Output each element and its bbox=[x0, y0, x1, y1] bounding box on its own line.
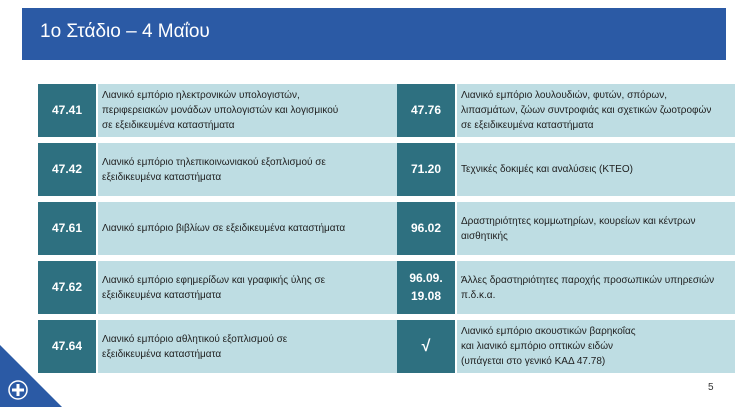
activity-code: 47.42 bbox=[38, 143, 96, 196]
activity-description-text: Λιανικό εμπόριο αθλητικού εξοπλισμού σε εξειδικευμένα καταστήματα bbox=[102, 333, 288, 360]
activity-description bbox=[98, 202, 407, 255]
activity-description bbox=[98, 143, 407, 196]
activity-description-text: Λιανικό εμπόριο ηλεκτρονικών υπολογιστών, περιφερειακών μονάδων υπολογιστών και λογισμικού σε εξειδικευμένα καταστήματα bbox=[102, 90, 339, 131]
activity-code: 71.20 bbox=[397, 143, 455, 196]
activity-description-text: Λιανικό εμπόριο βιβλίων σε εξειδικευμένα καταστήματα bbox=[102, 223, 346, 234]
activity-description bbox=[457, 202, 735, 255]
activity-code: 47.61 bbox=[38, 202, 96, 255]
checkmark-icon: √ bbox=[397, 320, 455, 373]
activity-description-text: Άλλες δραστηριότητες παροχής προσωπικών υπηρεσιών π.δ.κ.α. bbox=[461, 274, 715, 301]
activity-code: 96.09. 19.08 bbox=[397, 261, 455, 314]
activity-description bbox=[98, 261, 407, 314]
activity-code: 47.64 bbox=[38, 320, 96, 373]
slide-header bbox=[22, 8, 726, 60]
activity-description-text: Λιανικό εμπόριο λουλουδιών, φυτών, σπόρων, λιπασμάτων, ζώων συντροφιάς και σχετικών ζωοτροφών σε εξειδικευμένα καταστήματα bbox=[461, 90, 712, 131]
activity-description-text: Λιανικό εμπόριο ακουστικών βαρηκοΐας και λιανικό εμπόριο οπτικών ειδών (υπάγεται στο γενικό ΚΑΔ 47.78) bbox=[461, 326, 636, 367]
activity-code: 47.41 bbox=[38, 84, 96, 137]
activity-description bbox=[457, 84, 735, 137]
activity-code: 47.62 bbox=[38, 261, 96, 314]
activity-description bbox=[457, 143, 735, 196]
activity-description bbox=[457, 320, 735, 373]
activity-code: 96.02 bbox=[397, 202, 455, 255]
activity-description-text: Λιανικό εμπόριο τηλεπικοινωνιακού εξοπλισμού σε εξειδικευμένα καταστήματα bbox=[102, 156, 326, 183]
greek-emblem-icon bbox=[0, 345, 62, 407]
activity-description-text: Δραστηριότητες κομμωτηρίων, κουρείων και κέντρων αισθητικής bbox=[461, 215, 696, 242]
page-number: 5 bbox=[708, 382, 714, 393]
activity-code: 47.76 bbox=[397, 84, 455, 137]
slide-title: 1ο Στάδιο – 4 Μαΐου bbox=[40, 21, 210, 42]
activity-description bbox=[98, 320, 407, 373]
activity-description bbox=[98, 84, 407, 137]
activity-description-text: Τεχνικές δοκιμές και αναλύσεις (ΚΤΕΟ) bbox=[461, 164, 633, 175]
activity-description bbox=[457, 261, 735, 314]
activity-description-text: Λιανικό εμπόριο εφημερίδων και γραφικής ύλης σε εξειδικευμένα καταστήματα bbox=[102, 274, 326, 301]
